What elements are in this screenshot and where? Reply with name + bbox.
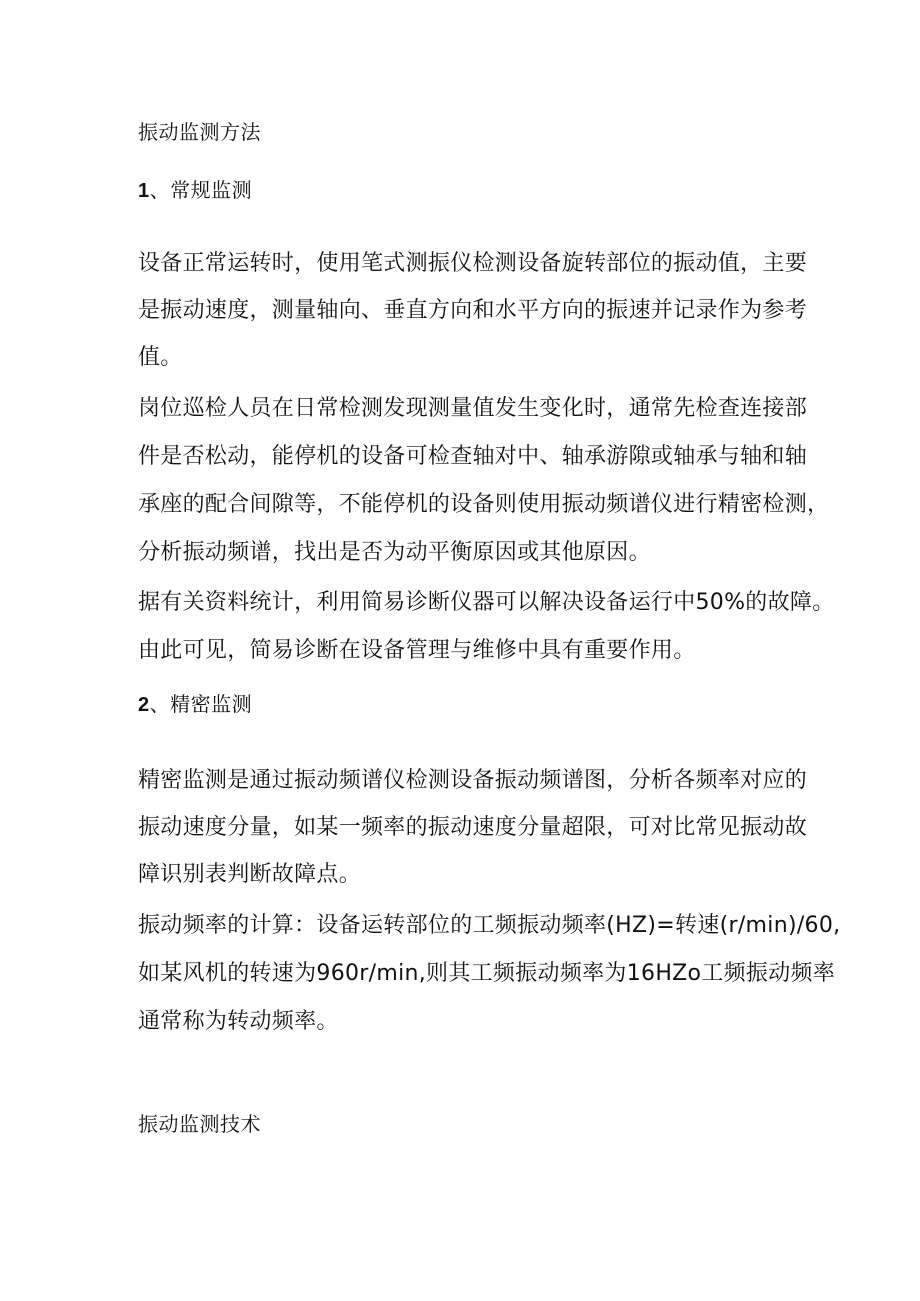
paragraph-line: 是振动速度，测量轴向、垂直方向和水平方向的振速并记录作为参考: [138, 298, 808, 323]
paragraph-line: 值。: [138, 345, 183, 370]
section-number: 2: [138, 694, 150, 716]
paragraph-line: 通常称为转动频率。: [138, 1009, 339, 1034]
paragraph-line: 由此可见，简易诊断在设备管理与维修中具有重要作用。: [138, 638, 696, 663]
section-heading-text: 、常规监测: [149, 178, 253, 202]
paragraph-line: 设备正常运转时，使用笔式测振仪检测设备旋转部位的振动值，主要: [138, 251, 808, 276]
paragraph-line: 障识别表判断故障点。: [138, 862, 362, 887]
document-title: 振动监测方法: [138, 120, 261, 144]
paragraph-line: 岗位巡检人员在日常检测发现测量值发生变化时，通常先检查连接部: [138, 396, 808, 421]
paragraph-line: 件是否松动，能停机的设备可检查轴对中、轴承游隙或轴承与轴和轴: [138, 444, 808, 469]
section-heading-text: 、精密监测: [149, 692, 253, 716]
section-number: 1: [138, 180, 150, 202]
paragraph-line: 振动频率的计算：设备运转部位的工频振动频率(HZ)=转速(r/min)/60,: [138, 913, 841, 938]
paragraph-line: 如某风机的转速为960r/min,则其工频振动频率为16HZo工频振动频率: [138, 961, 836, 986]
section-heading-2: [138, 694, 252, 715]
paragraph-line: 分析振动频谱，找出是否为动平衡原因或其他原因。: [138, 540, 651, 565]
paragraph-line: 承座的配合间隙等，不能停机的设备则使用振动频谱仪进行精密检测，: [138, 492, 830, 517]
paragraph-line: 据有关资料统计，利用简易诊断仪器可以解决设备运行中50%的故障。: [138, 590, 835, 615]
section-heading-1: [138, 180, 252, 201]
next-section-title: 振动监测技术: [138, 1112, 261, 1136]
paragraph-line: 精密监测是通过振动频谱仪检测设备振动频谱图，分析各频率对应的: [138, 768, 808, 793]
paragraph-line: 振动速度分量，如某一频率的振动速度分量超限，可对比常见振动故: [138, 815, 808, 840]
